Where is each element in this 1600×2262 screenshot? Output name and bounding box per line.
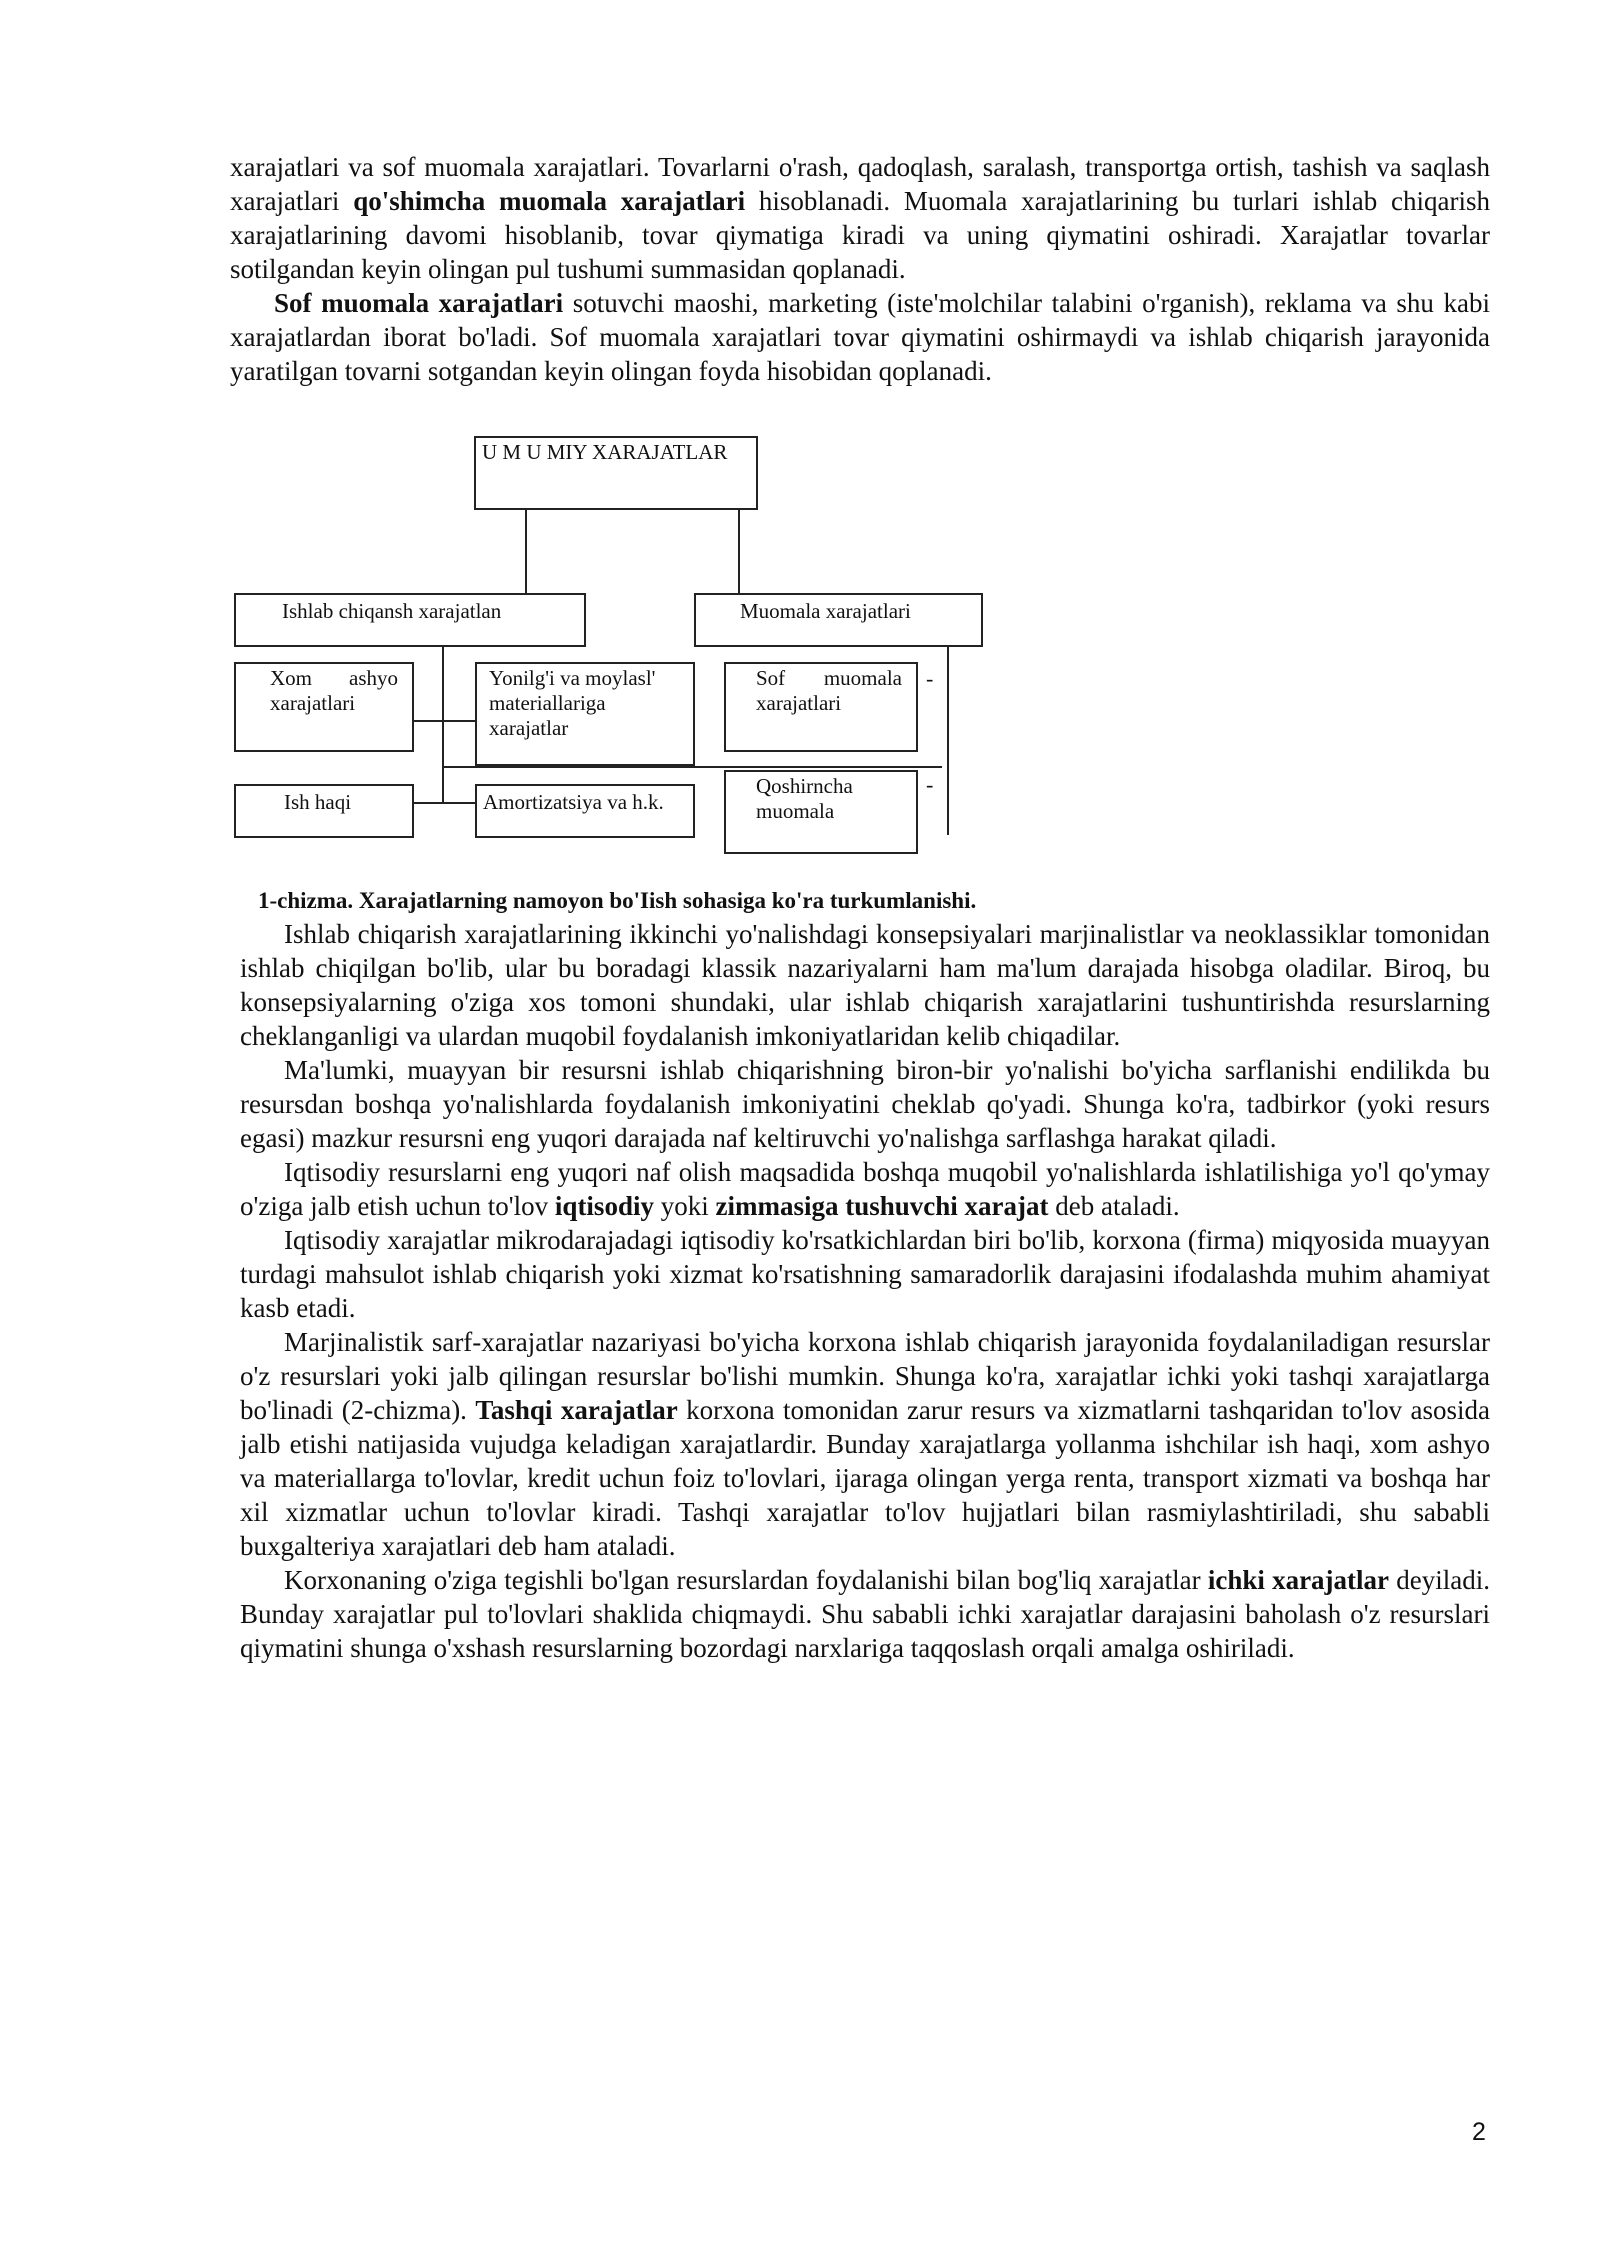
fuel-box bbox=[475, 662, 695, 766]
bold-term: qo'shimcha muomala xarajatlari bbox=[353, 186, 746, 216]
text-run: xarajatlari va sof muomala xarajatlari. Tovarlarni o'rash, qadoqlash, saralash, transportga ortish, tashish va saqlash xarajatlari bbox=[230, 152, 1490, 216]
connector-root-right bbox=[738, 510, 740, 593]
paragraph bbox=[230, 286, 1490, 388]
text-run: Ma'lumki, muayyan bir resursni ishlab chiqarishning biron-bir yo'nalishi bo'yicha sarflanishi endilikda bu resursdan boshqa yo'nalishlarda foydalanish imkoniyatini cheklab qo'yadi. Shunga ko'ra, tadbirkor (yoki resurs egasi) mazkur resursni eng yuqori darajada naf keltiruvchi yo'nalishga sarflashga harakat qiladi. bbox=[240, 1055, 1490, 1153]
bold-term: Tashqi xarajatlar bbox=[475, 1395, 678, 1425]
circulation-costs-label: Muomala xarajatlari bbox=[740, 599, 911, 623]
raw-materials-box bbox=[234, 662, 414, 752]
amortization-box bbox=[475, 784, 695, 838]
bold-term: Sof muomala xarajatlari bbox=[274, 288, 564, 318]
text-run: yoki bbox=[653, 1191, 716, 1221]
fuel-label: Yonilg'i va moylasl' materiallariga xarajatlar bbox=[489, 666, 656, 740]
bold-term: ichki xarajatlar bbox=[1207, 1565, 1390, 1595]
paragraph bbox=[240, 1155, 1490, 1223]
connector-right-vertical bbox=[947, 647, 949, 835]
dash-mark-1: - bbox=[926, 666, 934, 691]
text-run: hisoblanadi. Muomala xarajatlarining bu turlari ishlab chiqarish xarajatlarining davomi hisoblanib, tovar qiymatiga kiradi va uning qiymatini oshiradi. Xarajatlar tovarlar sotilgandan keyin olingan pul tushumi summasidan qoplanadi. bbox=[230, 186, 1490, 284]
paragraph bbox=[240, 917, 1490, 1053]
paragraph bbox=[240, 1053, 1490, 1155]
text-run: Iqtisodiy xarajatlar mikrodarajadagi iqtisodiy ko'rsatkichlardan biri bo'lib, korxona (firma) miqyosida muayyan turdagi mahsulot ishlab chiqarish yoki xizmat ko'rsatishning samaradorlik darajasini ifodalashda muhim ahamiyat kasb etadi. bbox=[240, 1225, 1490, 1323]
paragraph bbox=[230, 150, 1490, 286]
wages-label: Ish haqi bbox=[284, 790, 352, 814]
net-circulation-label: Sof muomala xarajatlari bbox=[756, 666, 902, 715]
text-block-top bbox=[230, 150, 1490, 388]
text-run: Iqtisodiy resurslarni eng yuqori naf olish maqsadida boshqa muqobil yo'nalishlarda ishlatilishiga yo'l qo'ymay o'ziga jalb etish uchun to'lov bbox=[240, 1157, 1490, 1221]
bold-term: zimmasiga tushuvchi xarajat bbox=[715, 1191, 1049, 1221]
text-run: deb ataladi. bbox=[1048, 1191, 1180, 1221]
root-box bbox=[474, 436, 758, 510]
text-run: sotuvchi maoshi, marketing (iste'molchilar talabini o'rganish), reklama va shu kabi xarajatlardan iborat bo'ladi. Sof muomala xarajatlari tovar qiymatini oshirmaydi va ishlab chiqarish jarayonida yaratilgan tovarni sotgandan keyin olingan foyda hisobidan qoplanadi. bbox=[230, 288, 1491, 386]
connector-left-bottom-h bbox=[412, 802, 477, 804]
connector-middle-h bbox=[442, 766, 942, 768]
paragraph bbox=[240, 1223, 1490, 1325]
text-run: deyiladi. Bunday xarajatlar pul to'lovlari shaklida chiqmaydi. Shu sababli ichki xarajatlar darajasini baholash o'z resurslari qiymatini shunga o'xshash resurslarning bozordagi narxlariga taqqoslash orqali amalga oshiriladi. bbox=[240, 1565, 1490, 1663]
text-run: Marjinalistik sarf-xarajatlar nazariyasi bo'yicha korxona ishlab chiqarish jarayonida foydalaniladigan resurslar o'z resurslari yoki jalb qilingan resurslar bo'lishi mumkin. Shunga ko'ra, xarajatlar ichki yoki tashqi xarajatlarga bo'linadi (2-chizma). bbox=[240, 1327, 1490, 1425]
bold-term: iqtisodiy bbox=[554, 1191, 654, 1221]
production-costs-box bbox=[234, 593, 586, 647]
text-run: Ishlab chiqarish xarajatlarining ikkinchi yo'nalishdagi konsepsiyalari marjinalistlar va neoklassiklar tomonidan ishlab chiqilgan bo'lib, ular bu boradagi klassik nazariyalarni ham ma'lum darajada hisobga oladilar. Biroq, bu konsepsiyalarning o'ziga xos tomoni shundaki, ular ishlab chiqarish xarajatlarini tushuntirishda resurslarning cheklanganligi va ulardan muqobil foydalanish imkoniyatlaridan kelib chiqadilar. bbox=[240, 919, 1490, 1051]
cost-classification-diagram bbox=[0, 0, 1600, 900]
connector-root-left bbox=[525, 510, 527, 593]
paragraph bbox=[240, 1563, 1490, 1665]
figure-caption: 1-chizma. Xarajatlarning namoyon bo'Iish sohasiga ko'ra turkumlanishi. bbox=[258, 888, 977, 913]
raw-materials-label: Xom ashyo xarajatlari bbox=[270, 666, 398, 715]
production-costs-label: Ishlab chiqansh xarajatlan bbox=[282, 599, 502, 623]
dash-mark-2: - bbox=[926, 772, 934, 797]
text-run: korxona tomonidan zarur resurs va xizmatlarni tashqaridan to'lov asosida jalb etishi natijasida vujudga keladigan xarajatlardir. Bunday xarajatlarga yollanma ishchilar ish haqi, xom ashyo va materiallarga to'lovlar, kredit uchun foiz to'lovlari, ijaraga olingan yerga renta, transport xizmati va boshqa har xil xizmatlar uchun to'lovlar kiradi. Tashqi xarajatlar to'lov hujjatlari bilan rasmiylashtiriladi, shu sababli buxgalteriya xarajatlari deb ham ataladi. bbox=[240, 1395, 1491, 1561]
text-run: Korxonaning o'ziga tegishli bo'lgan resurslardan foydalanishi bilan bog'liq xarajatlar bbox=[284, 1565, 1208, 1595]
text-block-bottom bbox=[240, 917, 1490, 1665]
connector-left-vertical bbox=[442, 647, 444, 804]
additional-circulation-box bbox=[724, 770, 918, 854]
root-label: U M U MIY XARAJATLAR bbox=[482, 440, 728, 464]
paragraph bbox=[240, 1325, 1490, 1563]
circulation-costs-box bbox=[694, 593, 983, 647]
connector-left-top-h bbox=[412, 720, 477, 722]
additional-circulation-label: Qoshirncha muomala bbox=[756, 774, 853, 823]
amortization-label: Amortizatsiya va h.k. bbox=[483, 790, 664, 814]
wages-box bbox=[234, 784, 414, 838]
net-circulation-box bbox=[724, 662, 918, 752]
page-number: 2 bbox=[1472, 2118, 1486, 2146]
